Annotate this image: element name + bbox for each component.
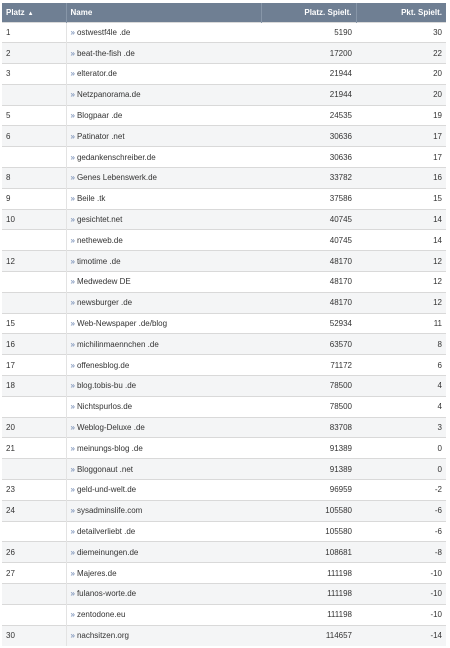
table-row xyxy=(2,521,446,542)
score-cell: 83708 xyxy=(261,417,356,438)
chevron-right-icon: » xyxy=(70,402,75,412)
score-cell: 37586 xyxy=(261,188,356,209)
site-link[interactable]: Majeres.de xyxy=(76,568,117,578)
name-cell xyxy=(66,126,261,147)
site-link[interactable]: Patinator .net xyxy=(76,131,125,141)
rank-cell: 21 xyxy=(2,438,66,459)
rank-cell xyxy=(2,272,66,293)
site-link[interactable]: sysadminslife.com xyxy=(76,506,143,516)
header-rank[interactable] xyxy=(2,3,66,22)
site-link[interactable]: Weblog-Deluxe .de xyxy=(76,423,145,433)
chevron-right-icon: » xyxy=(70,631,75,641)
site-link[interactable]: diemeinungen.de xyxy=(76,547,139,557)
site-link[interactable]: netheweb.de xyxy=(76,235,123,245)
score-cell: 48170 xyxy=(261,272,356,293)
points-cell: 17 xyxy=(356,147,446,168)
chevron-right-icon: » xyxy=(70,69,75,79)
table-row xyxy=(2,230,446,251)
table-row xyxy=(2,500,446,521)
site-link[interactable]: Genes Lebenswerk.de xyxy=(76,173,158,183)
name-cell xyxy=(66,521,261,542)
site-link[interactable]: geld-und-welt.de xyxy=(76,485,137,495)
site-link[interactable]: meinungs-blog .de xyxy=(76,443,143,453)
rank-cell: 6 xyxy=(2,126,66,147)
rank-cell: 17 xyxy=(2,355,66,376)
points-cell: -10 xyxy=(356,604,446,625)
chevron-right-icon: » xyxy=(70,381,75,391)
points-cell: 11 xyxy=(356,313,446,334)
score-cell: 111198 xyxy=(261,563,356,584)
chevron-right-icon: » xyxy=(70,443,75,453)
name-cell xyxy=(66,22,261,43)
header-row xyxy=(2,3,446,22)
site-link[interactable]: Beile .tk xyxy=(76,194,106,204)
points-cell: 4 xyxy=(356,376,446,397)
table-row xyxy=(2,438,446,459)
site-link[interactable]: Nichtspurlos.de xyxy=(76,402,133,412)
ranking-table xyxy=(2,3,446,646)
table-row xyxy=(2,459,446,480)
name-cell xyxy=(66,355,261,376)
rank-cell xyxy=(2,230,66,251)
rank-cell xyxy=(2,396,66,417)
name-cell xyxy=(66,105,261,126)
name-cell xyxy=(66,417,261,438)
name-cell xyxy=(66,251,261,272)
score-cell: 48170 xyxy=(261,292,356,313)
name-cell xyxy=(66,584,261,605)
table-row xyxy=(2,64,446,85)
chevron-right-icon: » xyxy=(70,339,75,349)
site-link[interactable]: Web-Newspaper .de/blog xyxy=(76,319,168,329)
score-cell: 30636 xyxy=(261,147,356,168)
rank-cell: 27 xyxy=(2,563,66,584)
site-link[interactable]: gesichtet.net xyxy=(76,215,123,225)
table-row xyxy=(2,480,446,501)
score-cell: 111198 xyxy=(261,584,356,605)
name-cell xyxy=(66,438,261,459)
rank-cell xyxy=(2,521,66,542)
chevron-right-icon: » xyxy=(70,360,75,370)
score-cell: 17200 xyxy=(261,43,356,64)
score-cell: 105580 xyxy=(261,500,356,521)
rank-cell xyxy=(2,147,66,168)
table-row xyxy=(2,105,446,126)
score-cell: 33782 xyxy=(261,168,356,189)
chevron-right-icon: » xyxy=(70,131,75,141)
site-link[interactable]: newsburger .de xyxy=(76,298,133,308)
chevron-right-icon: » xyxy=(70,319,75,329)
chevron-right-icon: » xyxy=(70,194,75,204)
points-cell: 14 xyxy=(356,209,446,230)
site-link[interactable]: michilinmaennchen .de xyxy=(76,339,159,349)
chevron-right-icon: » xyxy=(70,152,75,162)
name-cell xyxy=(66,334,261,355)
rank-cell: 8 xyxy=(2,168,66,189)
site-link[interactable]: detailverliebt .de xyxy=(76,527,136,537)
sort-arrow-icon: ▲ xyxy=(27,10,34,17)
name-cell xyxy=(66,500,261,521)
table-row xyxy=(2,396,446,417)
chevron-right-icon: » xyxy=(70,111,75,121)
score-cell: 105580 xyxy=(261,521,356,542)
chevron-right-icon: » xyxy=(70,547,75,557)
points-cell: 19 xyxy=(356,105,446,126)
header-points[interactable] xyxy=(356,3,446,22)
score-cell: 63570 xyxy=(261,334,356,355)
table-row xyxy=(2,188,446,209)
site-link[interactable]: nachsitzen.org xyxy=(76,631,129,641)
name-cell xyxy=(66,542,261,563)
points-cell: 16 xyxy=(356,168,446,189)
chevron-right-icon: » xyxy=(70,568,75,578)
table-row xyxy=(2,542,446,563)
name-cell xyxy=(66,313,261,334)
score-cell: 91389 xyxy=(261,459,356,480)
name-cell xyxy=(66,604,261,625)
points-cell: -2 xyxy=(356,480,446,501)
table-row xyxy=(2,126,446,147)
rank-cell: 26 xyxy=(2,542,66,563)
points-cell: 8 xyxy=(356,334,446,355)
name-cell xyxy=(66,625,261,646)
rank-cell: 18 xyxy=(2,376,66,397)
chevron-right-icon: » xyxy=(70,589,75,599)
name-cell xyxy=(66,480,261,501)
rank-cell: 1 xyxy=(2,22,66,43)
name-cell xyxy=(66,292,261,313)
rank-cell xyxy=(2,459,66,480)
chevron-right-icon: » xyxy=(70,423,75,433)
header-score[interactable] xyxy=(261,3,356,22)
points-cell: 30 xyxy=(356,22,446,43)
score-cell: 52934 xyxy=(261,313,356,334)
table-row xyxy=(2,604,446,625)
points-cell: 6 xyxy=(356,355,446,376)
name-cell xyxy=(66,168,261,189)
header-name-label: Name xyxy=(70,7,93,17)
site-link[interactable]: blog.tobis-bu .de xyxy=(76,381,137,391)
chevron-right-icon: » xyxy=(70,527,75,537)
rank-cell: 20 xyxy=(2,417,66,438)
points-cell: -6 xyxy=(356,500,446,521)
score-cell: 96959 xyxy=(261,480,356,501)
table-row xyxy=(2,147,446,168)
table-row xyxy=(2,209,446,230)
rank-cell: 5 xyxy=(2,105,66,126)
points-cell: -8 xyxy=(356,542,446,563)
rank-cell: 15 xyxy=(2,313,66,334)
score-cell: 114657 xyxy=(261,625,356,646)
rank-cell: 16 xyxy=(2,334,66,355)
score-cell: 108681 xyxy=(261,542,356,563)
points-cell: 15 xyxy=(356,188,446,209)
table-row xyxy=(2,84,446,105)
name-cell xyxy=(66,230,261,251)
chevron-right-icon: » xyxy=(70,506,75,516)
name-cell xyxy=(66,84,261,105)
site-link[interactable]: gedankenschreiber.de xyxy=(76,152,156,162)
table-row xyxy=(2,22,446,43)
score-cell: 21944 xyxy=(261,64,356,85)
site-link[interactable]: beat-the-fish .de xyxy=(76,48,135,58)
rank-cell: 9 xyxy=(2,188,66,209)
site-link[interactable]: zentodone.eu xyxy=(76,610,126,620)
chevron-right-icon: » xyxy=(70,256,75,266)
points-cell: -6 xyxy=(356,521,446,542)
table-row xyxy=(2,334,446,355)
points-cell: 3 xyxy=(356,417,446,438)
chevron-right-icon: » xyxy=(70,464,75,474)
table-row xyxy=(2,292,446,313)
chevron-right-icon: » xyxy=(70,48,75,58)
table-row xyxy=(2,43,446,64)
chevron-right-icon: » xyxy=(70,215,75,225)
table-row xyxy=(2,355,446,376)
name-cell xyxy=(66,209,261,230)
site-link[interactable]: offenesblog.de xyxy=(76,360,130,370)
header-points-label: Pkt. Spielt. xyxy=(401,7,442,17)
score-cell: 78500 xyxy=(261,376,356,397)
site-link[interactable]: Netzpanorama.de xyxy=(76,90,141,100)
rank-cell: 24 xyxy=(2,500,66,521)
site-link[interactable]: elterator.de xyxy=(76,69,117,79)
score-cell: 24535 xyxy=(261,105,356,126)
points-cell: 14 xyxy=(356,230,446,251)
table-header xyxy=(2,3,446,22)
name-cell xyxy=(66,396,261,417)
chevron-right-icon: » xyxy=(70,235,75,245)
header-rank-label: Platz xyxy=(6,7,25,17)
score-cell: 40745 xyxy=(261,209,356,230)
table-row xyxy=(2,417,446,438)
rank-cell: 3 xyxy=(2,64,66,85)
name-cell xyxy=(66,272,261,293)
score-cell: 48170 xyxy=(261,251,356,272)
table-row xyxy=(2,313,446,334)
chevron-right-icon: » xyxy=(70,485,75,495)
points-cell: -14 xyxy=(356,625,446,646)
site-link[interactable]: ostwestf4le .de xyxy=(76,27,131,37)
rank-cell: 10 xyxy=(2,209,66,230)
header-name[interactable] xyxy=(66,3,261,22)
site-link[interactable]: Blogpaar .de xyxy=(76,111,123,121)
table-row xyxy=(2,584,446,605)
points-cell: -10 xyxy=(356,584,446,605)
score-cell: 30636 xyxy=(261,126,356,147)
table-row xyxy=(2,563,446,584)
chevron-right-icon: » xyxy=(70,173,75,183)
score-cell: 5190 xyxy=(261,22,356,43)
name-cell xyxy=(66,459,261,480)
rank-cell xyxy=(2,584,66,605)
site-link[interactable]: Bloggonaut .net xyxy=(76,464,133,474)
chevron-right-icon: » xyxy=(70,610,75,620)
name-cell xyxy=(66,43,261,64)
points-cell: 0 xyxy=(356,438,446,459)
chevron-right-icon: » xyxy=(70,277,75,287)
header-score-label: Platz. Spielt. xyxy=(304,7,352,17)
points-cell: 12 xyxy=(356,251,446,272)
points-cell: 22 xyxy=(356,43,446,64)
chevron-right-icon: » xyxy=(70,90,75,100)
score-cell: 71172 xyxy=(261,355,356,376)
points-cell: 20 xyxy=(356,84,446,105)
rank-cell xyxy=(2,604,66,625)
rank-cell: 30 xyxy=(2,625,66,646)
table-row xyxy=(2,251,446,272)
points-cell: 17 xyxy=(356,126,446,147)
ranking-table-container xyxy=(2,3,446,646)
rank-cell: 12 xyxy=(2,251,66,272)
rank-cell xyxy=(2,292,66,313)
table-body xyxy=(2,22,446,646)
name-cell xyxy=(66,376,261,397)
points-cell: 12 xyxy=(356,292,446,313)
score-cell: 21944 xyxy=(261,84,356,105)
points-cell: 4 xyxy=(356,396,446,417)
table-row xyxy=(2,625,446,646)
table-row xyxy=(2,376,446,397)
table-row xyxy=(2,272,446,293)
rank-cell xyxy=(2,84,66,105)
chevron-right-icon: » xyxy=(70,27,75,37)
rank-cell: 23 xyxy=(2,480,66,501)
name-cell xyxy=(66,188,261,209)
score-cell: 78500 xyxy=(261,396,356,417)
rank-cell: 2 xyxy=(2,43,66,64)
table-row xyxy=(2,168,446,189)
points-cell: -10 xyxy=(356,563,446,584)
name-cell xyxy=(66,563,261,584)
score-cell: 111198 xyxy=(261,604,356,625)
points-cell: 12 xyxy=(356,272,446,293)
site-link[interactable]: timotime .de xyxy=(76,256,121,266)
site-link[interactable]: fulanos-worte.de xyxy=(76,589,137,599)
points-cell: 20 xyxy=(356,64,446,85)
chevron-right-icon: » xyxy=(70,298,75,308)
points-cell: 0 xyxy=(356,459,446,480)
score-cell: 91389 xyxy=(261,438,356,459)
score-cell: 40745 xyxy=(261,230,356,251)
site-link[interactable]: Medwedew DE xyxy=(76,277,131,287)
name-cell xyxy=(66,64,261,85)
name-cell xyxy=(66,147,261,168)
